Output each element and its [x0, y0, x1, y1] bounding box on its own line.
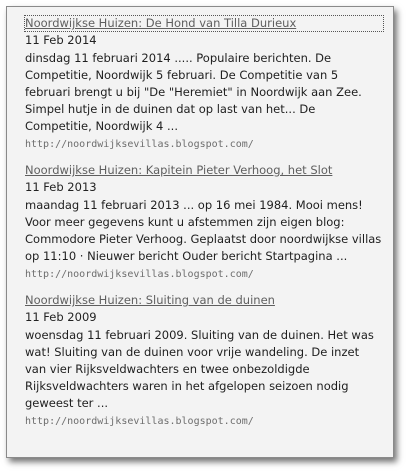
result-date: 11 Feb 2014: [25, 33, 97, 47]
result-snippet: maandag 11 februari 2013 ... op 16 mei 1984. Mooi mens! Voor meer gegevens kunt u afstemmen zijn eigen blog: Commodore Pieter Verhoog. Geplaatst door noordwijkse villas op 11:10 · Nieuwer bericht Ouder bericht Startpagina ...: [25, 198, 382, 263]
result-date: 11 Feb 2013: [25, 180, 97, 194]
result-url-link[interactable]: http://noordwijksevillas.blogspot.com/: [25, 269, 254, 280]
search-result: [25, 293, 383, 429]
result-title-link[interactable]: Noordwijkse Huizen: De Hond van Tilla Durieux: [25, 16, 383, 31]
search-result: [25, 163, 383, 282]
result-url-link[interactable]: http://noordwijksevillas.blogspot.com/: [25, 139, 254, 150]
result-snippet: dinsdag 11 februari 2014 ..... Populaire berichten. De Competitie, Noordwijk 5 februari. De Competitie van 5 februari brengt u bij "De "Heremiet" in Noordwijk aan Zee. Simpel hutje in de duinen dat op last van het... De Competitie, Noordwijk 4 ...: [25, 51, 362, 133]
search-results-panel: [6, 6, 394, 458]
search-result: [25, 16, 383, 152]
result-snippet: woensdag 11 februari 2009. Sluiting van de duinen. Het was wat! Sluiting van de duinen voor vrije wandeling. De inzet van vier Rijksveldwachters en twee onbezoldigde Rijksveldwachters waren in het afgelopen seizoen nodig geweest ter ...: [25, 328, 374, 410]
result-title-link[interactable]: Noordwijkse Huizen: Sluiting van de duinen: [25, 293, 275, 307]
result-url-link[interactable]: http://noordwijksevillas.blogspot.com/: [25, 416, 254, 427]
result-title-link[interactable]: Noordwijkse Huizen: Kapitein Pieter Verhoog, het Slot: [25, 163, 333, 177]
result-date: 11 Feb 2009: [25, 310, 97, 324]
